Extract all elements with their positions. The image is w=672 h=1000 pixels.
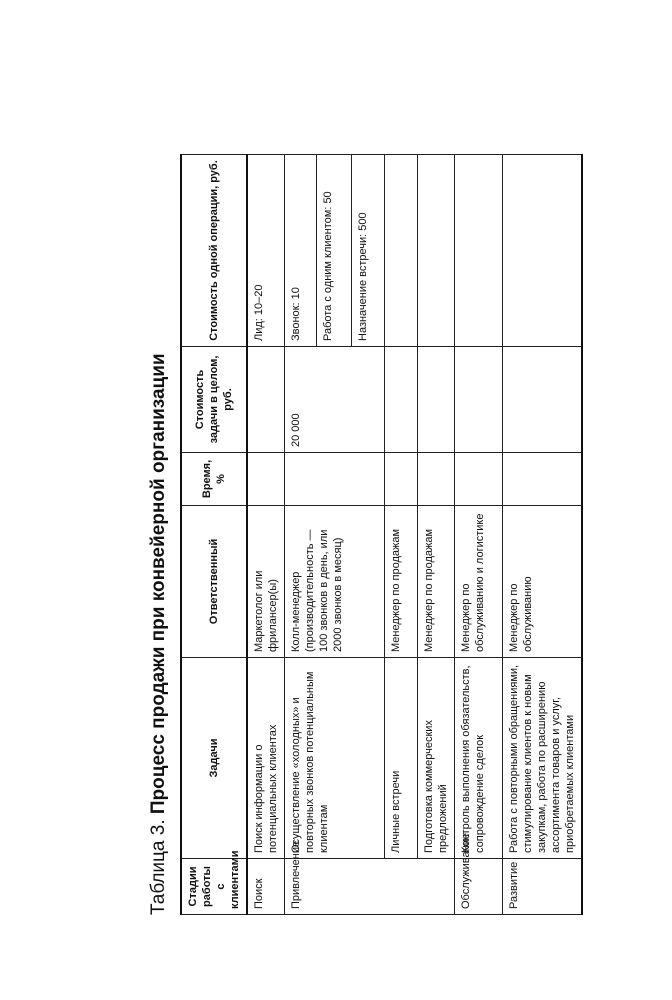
caption-number: Таблица 3. xyxy=(148,819,169,915)
header-stage: Стадии работы с клиентами xyxy=(181,859,247,915)
cell-task-cost: 20 000 xyxy=(285,347,385,453)
cell-responsible: Менеджер по обслуживанию xyxy=(503,506,583,658)
cell-time xyxy=(385,453,418,506)
cell-time xyxy=(455,453,503,506)
op-cost-meeting: Назначение встречи: 500 xyxy=(357,212,369,341)
cell-task: Контроль выполнения обязательств, сопровождение сделок xyxy=(455,658,503,859)
header-tasks: Задачи xyxy=(181,658,247,859)
cell-time xyxy=(285,453,385,506)
cell-responsible: Менеджер по продажам xyxy=(385,506,418,658)
rotated-table-block xyxy=(140,155,576,915)
table-row xyxy=(385,155,418,915)
table-row xyxy=(455,155,503,915)
cell-stage: Обслуживание xyxy=(455,859,503,915)
cell-task: Поиск информации о потенциальных клиентах xyxy=(247,658,285,859)
cell-task: Личные встречи xyxy=(385,658,418,859)
cell-time xyxy=(503,453,583,506)
header-task-cost: Стоимость задачи в целом, руб. xyxy=(181,347,247,453)
cell-responsible: Менеджер по продажам xyxy=(418,506,455,658)
cell-stage: Поиск xyxy=(247,859,285,915)
op-cost-call: Звонок: 10 xyxy=(285,155,317,346)
cell-op-cost xyxy=(385,155,418,347)
cell-op-cost xyxy=(503,155,583,347)
table-caption xyxy=(140,155,178,915)
header-responsible: Ответственный xyxy=(181,506,247,658)
cell-op-cost-group xyxy=(285,155,385,347)
cell-task-cost xyxy=(503,347,583,453)
cell-task: Подготовка коммерческих предложений xyxy=(418,658,455,859)
cell-task-cost xyxy=(418,347,455,453)
table-row xyxy=(503,155,583,915)
cell-task-cost xyxy=(247,347,285,453)
cell-time xyxy=(247,453,285,506)
cell-responsible: Менеджер по обслуживанию и логистике xyxy=(455,506,503,658)
header-time: Время, % xyxy=(181,453,247,506)
table-header-row xyxy=(181,155,247,915)
cell-op-cost xyxy=(418,155,455,347)
cell-task-cost xyxy=(385,347,418,453)
table-row xyxy=(418,155,455,915)
cell-stage: Развитие xyxy=(503,859,583,915)
cell-stage: Привлечение xyxy=(285,859,455,915)
cell-op-cost: Лид: 10–20 xyxy=(247,155,285,347)
cell-responsible: Колл-менеджер (производительность — 100 звонков в день, или 2000 звонков в месяц) xyxy=(285,506,385,658)
cell-task: Осуществление «холодных» и повторных звонков потенциальным клиентам xyxy=(285,658,385,859)
cell-task-cost xyxy=(455,347,503,453)
table-row xyxy=(247,155,285,915)
cell-task: Работа с повторными обращениями, стимулирование клиентов к новым закупкам, работа по расширению ассортимента товаров и услуг, приобретаемых клиентами xyxy=(503,658,583,859)
cell-responsible: Маркетолог или фрилансер(ы) xyxy=(247,506,285,658)
header-op-cost: Стоимость одной операции, руб. xyxy=(181,155,247,347)
table-row xyxy=(285,155,385,915)
caption-title: Процесс продажи при конвейерной организации xyxy=(148,353,169,815)
op-cost-client: Работа с одним клиентом: 50 xyxy=(317,155,352,346)
cell-time xyxy=(418,453,455,506)
sales-process-table xyxy=(180,154,583,915)
cell-op-cost xyxy=(455,155,503,347)
